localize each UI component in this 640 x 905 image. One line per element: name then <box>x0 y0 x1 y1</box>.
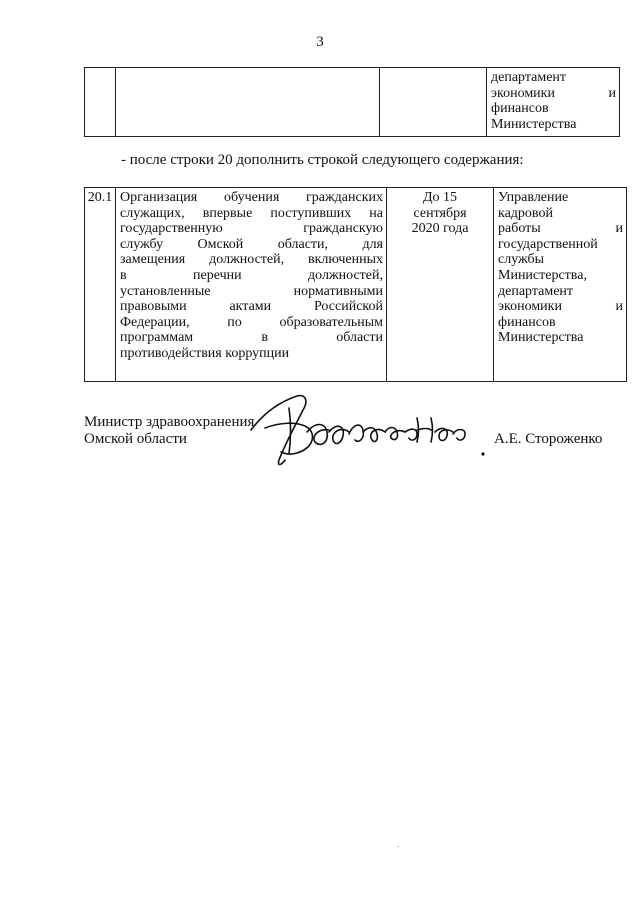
responsible-line: Министерства <box>498 330 584 346</box>
deadline-line: сентября <box>413 205 467 221</box>
scan-speck <box>397 846 399 847</box>
added-row-table <box>84 187 627 382</box>
activity-line: службу Омской области, для <box>120 236 383 252</box>
instruction-text: - после строки 20 дополнить строкой следующего содержания: <box>121 152 524 168</box>
responsible-line: финансов <box>498 314 556 330</box>
responsible-line: экономики и <box>498 299 623 315</box>
responsible-line: Министерства <box>491 116 577 132</box>
deadline-cell <box>387 188 494 382</box>
position-line: Омской области <box>84 431 187 447</box>
activity-line: государственную гражданскую <box>120 221 383 237</box>
handwritten-signature <box>245 392 495 472</box>
activity-line: установленные нормативными <box>120 283 383 299</box>
activity-line: в перечни должностей, <box>120 267 383 283</box>
responsible-line: Управление <box>498 190 569 205</box>
responsible-line: финансов <box>491 101 549 117</box>
deadline-line: 2020 года <box>411 221 469 237</box>
responsible-cell <box>494 188 627 382</box>
responsible-line: работы и <box>498 221 623 237</box>
row-number-cell: 20.1 <box>85 188 116 382</box>
page-number: 3 <box>316 34 324 50</box>
activity-line: правовыми актами Российской <box>120 299 383 315</box>
activity-line: Организация обучения гражданских <box>120 190 383 205</box>
signer-name: А.Е. Стороженко <box>494 431 603 447</box>
activity-line: служащих, впервые поступивших на <box>120 205 383 221</box>
continued-table <box>84 67 620 137</box>
responsible-line: экономики и <box>491 85 616 101</box>
signatory-position <box>84 414 254 448</box>
continued-activity-cell <box>116 68 380 137</box>
responsible-line: Министерства, <box>498 267 587 283</box>
responsible-line: департамент <box>498 283 574 299</box>
activity-line: замещения должностей, включенных <box>120 252 383 268</box>
responsible-line: департамент <box>491 70 567 85</box>
position-line: Министр здравоохранения <box>84 414 255 430</box>
activity-cell <box>116 188 387 382</box>
continued-number-cell <box>85 68 116 137</box>
responsible-line: службы <box>498 252 545 268</box>
continued-responsible-cell <box>487 68 620 137</box>
continued-deadline-cell <box>380 68 487 137</box>
responsible-line: государственной <box>498 236 598 252</box>
responsible-line: кадровой <box>498 205 553 221</box>
activity-line: программам в области <box>120 330 383 346</box>
activity-line: Федерации, по образовательным <box>120 314 383 330</box>
deadline-line: До 15 <box>422 190 458 205</box>
activity-line: противодействия коррупции <box>120 345 290 361</box>
